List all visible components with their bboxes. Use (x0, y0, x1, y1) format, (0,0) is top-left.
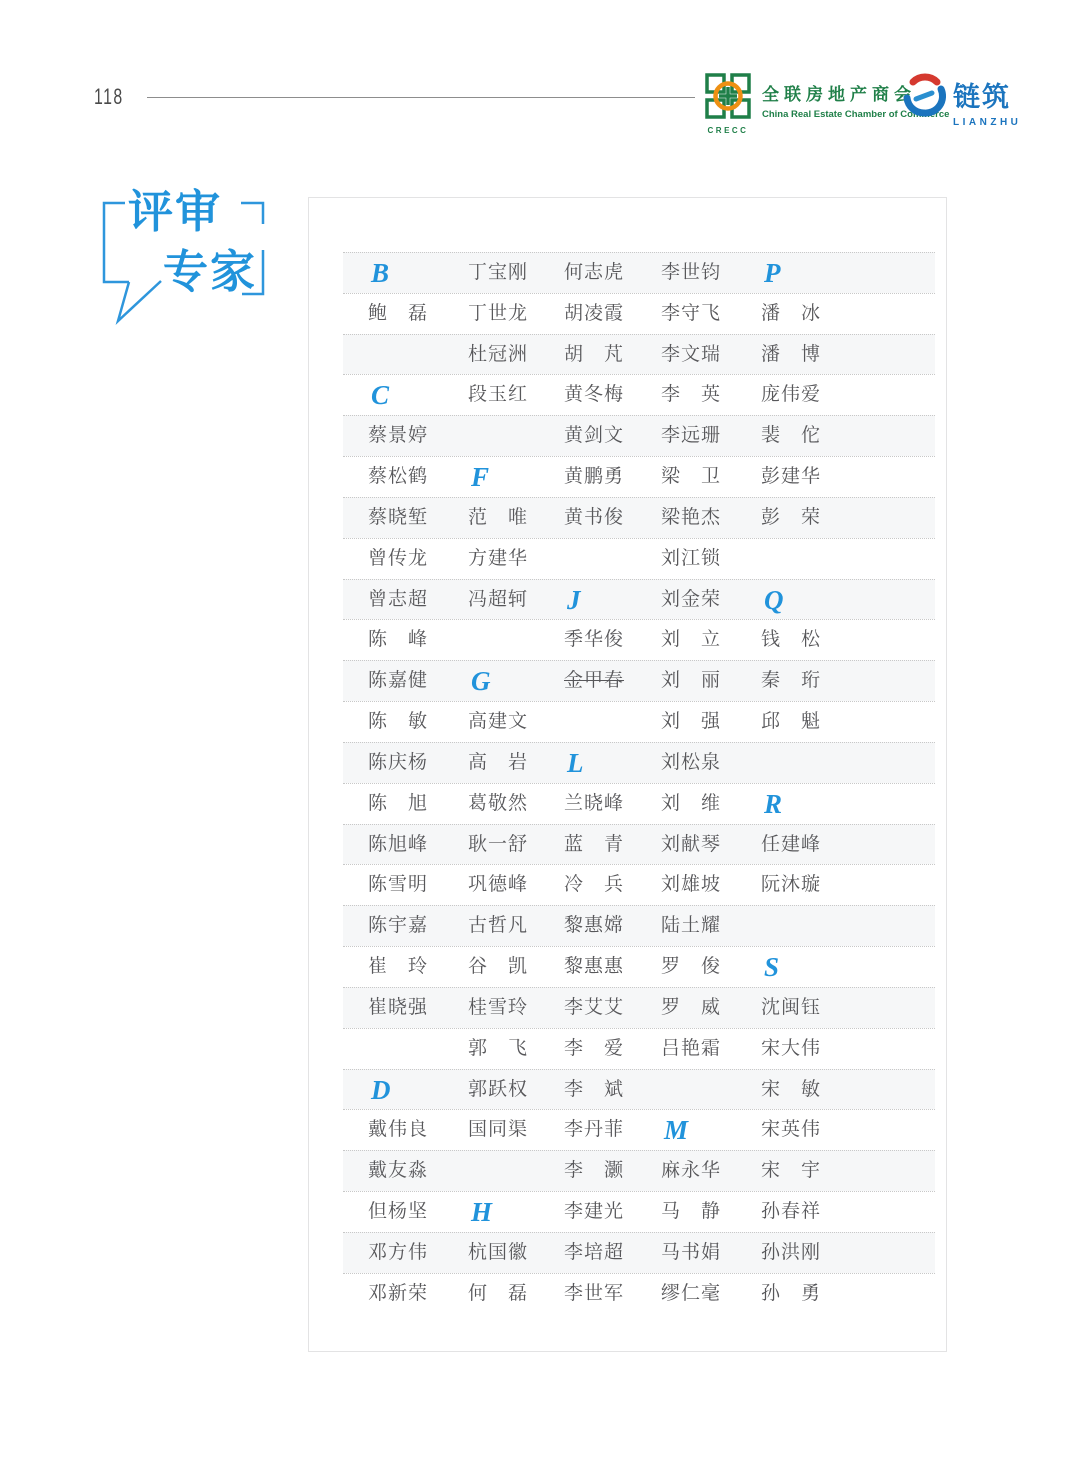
table-row (343, 252, 935, 293)
expert-name: 丁宝刚 (468, 262, 529, 283)
expert-name: 宋 敏 (761, 1078, 822, 1100)
table-row (343, 619, 935, 660)
table-row (343, 701, 935, 742)
expert-name: 蔡松鹤 (368, 466, 429, 488)
crecc-name-en: China Real Estate Chamber of Commerce (762, 109, 950, 120)
empty-cell (343, 1029, 443, 1069)
expert-name: 陆土耀 (661, 915, 722, 937)
expert-name: 吕艳霜 (661, 1037, 722, 1059)
expert-name: 古哲凡 (468, 915, 529, 937)
table-row (343, 293, 935, 334)
table-row (343, 1273, 935, 1314)
expert-name: 鲍 磊 (368, 302, 429, 324)
lianzhu-name-en: LIANZHU (953, 117, 1022, 128)
table-row (343, 824, 935, 865)
table-row (343, 497, 935, 538)
table-row (343, 864, 935, 905)
expert-name: 宋大伟 (761, 1037, 822, 1059)
expert-name: 曾志超 (368, 588, 429, 610)
expert-name: 季华俊 (564, 629, 625, 651)
lianzhu-logo-text (953, 73, 1021, 128)
expert-name: 彭建华 (761, 466, 822, 488)
expert-name: 刘 丽 (661, 670, 722, 692)
expert-name: 李远珊 (661, 425, 722, 447)
table-row (343, 1028, 935, 1069)
expert-name: 邓方伟 (368, 1241, 429, 1263)
empty-cell (636, 1070, 736, 1110)
crecc-logo-icon-wrap (703, 72, 753, 135)
expert-name: 梁 卫 (661, 466, 722, 488)
page-number: 118 (94, 84, 124, 109)
expert-name: 孙 勇 (761, 1282, 822, 1304)
expert-name: 李建光 (564, 1201, 625, 1223)
expert-name: 罗 俊 (661, 956, 722, 978)
expert-name: 彭 荣 (761, 506, 822, 528)
expert-name: 杜冠洲 (468, 343, 529, 365)
empty-cell (539, 702, 636, 742)
expert-name: 胡 芃 (564, 343, 625, 365)
crecc-logo-icon (704, 72, 752, 120)
section-letter: B (371, 258, 390, 288)
expert-name: 陈 峰 (368, 629, 429, 651)
section-letter: L (567, 747, 584, 778)
empty-cell (443, 1151, 539, 1191)
expert-name: 耿一舒 (468, 833, 529, 855)
expert-name: 陈 旭 (368, 792, 429, 814)
expert-name: 黄冬梅 (564, 384, 625, 406)
expert-name: 刘金荣 (661, 588, 722, 610)
expert-name: 李 斌 (564, 1078, 625, 1100)
expert-name: 丁世龙 (468, 302, 529, 324)
expert-name: 李世军 (564, 1282, 625, 1304)
expert-name: 宋 宇 (761, 1160, 822, 1182)
expert-name: 黎惠嫦 (564, 915, 625, 937)
expert-name: 崔 玲 (368, 956, 429, 978)
expert-name: 曾传龙 (368, 547, 429, 569)
table-row (343, 1232, 935, 1273)
expert-name: 高建文 (468, 711, 529, 733)
expert-name: 秦 珩 (761, 670, 822, 692)
expert-name: 刘雄坡 (661, 874, 722, 896)
experts-table (343, 252, 935, 1314)
empty-cell (343, 335, 443, 375)
table-row (343, 579, 935, 620)
expert-name: 胡凌霞 (564, 302, 625, 324)
empty-cell (736, 539, 935, 579)
section-letter: R (764, 788, 783, 819)
experts-card (308, 197, 947, 1352)
empty-cell (443, 620, 539, 660)
expert-name: 李守飞 (661, 302, 722, 324)
expert-name: 戴伟良 (368, 1119, 429, 1141)
expert-name: 陈旭峰 (368, 833, 429, 855)
expert-name: 李 爱 (564, 1037, 625, 1059)
expert-name: 冯超轲 (468, 588, 529, 610)
expert-name: 刘江锁 (661, 547, 722, 569)
section-title (95, 180, 280, 340)
section-letter: C (371, 380, 390, 411)
expert-name: 黄剑文 (564, 425, 625, 447)
table-row (343, 538, 935, 579)
table-row (343, 1069, 935, 1110)
table-row (343, 660, 935, 701)
expert-name: 段玉红 (468, 384, 529, 406)
section-letter: S (764, 952, 780, 983)
expert-name: 黄书俊 (564, 506, 625, 528)
section-letter: M (664, 1115, 689, 1146)
section-letter: P (764, 258, 781, 288)
expert-name: 陈 敏 (368, 711, 429, 733)
expert-name: 陈嘉健 (368, 670, 429, 692)
expert-name: 罗 威 (661, 996, 722, 1018)
expert-name: 马 静 (661, 1201, 722, 1223)
expert-name: 麻永华 (661, 1160, 722, 1182)
table-row (343, 1191, 935, 1232)
empty-cell (539, 539, 636, 579)
expert-name: 蔡晓堑 (368, 506, 429, 528)
table-row (343, 987, 935, 1028)
expert-name: 缪仁毫 (661, 1282, 722, 1304)
expert-name: 崔晓强 (368, 996, 429, 1018)
table-row (343, 783, 935, 824)
expert-name: 但杨坚 (368, 1201, 429, 1223)
expert-name: 冷 兵 (564, 874, 625, 896)
expert-name: 梁艳杰 (661, 506, 722, 528)
expert-name: 金甲春 (564, 670, 625, 692)
table-row (343, 374, 935, 415)
expert-name: 方建华 (468, 547, 529, 569)
expert-name: 刘献琴 (661, 833, 722, 855)
table-row (343, 456, 935, 497)
expert-name: 潘 冰 (761, 302, 822, 324)
expert-name: 李文瑞 (661, 343, 722, 365)
expert-name: 桂雪玲 (468, 996, 529, 1018)
expert-name: 孙春祥 (761, 1201, 822, 1223)
expert-name: 裴 佗 (761, 425, 822, 447)
expert-name: 黄鹏勇 (564, 466, 625, 488)
expert-name: 刘松泉 (661, 751, 722, 773)
expert-name: 陈宇嘉 (368, 915, 429, 937)
expert-name: 宋英伟 (761, 1119, 822, 1141)
expert-name: 李 英 (661, 384, 722, 406)
expert-name: 巩德峰 (468, 874, 529, 896)
expert-name: 陈雪明 (368, 874, 429, 896)
table-row (343, 905, 935, 946)
expert-name: 国同渠 (468, 1119, 529, 1141)
lianzhu-name-cn: 链筑 (953, 82, 1011, 112)
table-row (343, 946, 935, 987)
expert-name: 陈庆杨 (368, 751, 429, 773)
expert-name: 刘 维 (661, 792, 722, 814)
table-row (343, 334, 935, 375)
header-rule (147, 97, 695, 98)
crecc-abbr: CRECC (707, 126, 749, 135)
expert-name: 蓝 青 (564, 833, 625, 855)
expert-name: 高 岩 (468, 751, 529, 773)
expert-name: 李艾艾 (564, 996, 625, 1018)
empty-cell (443, 416, 539, 456)
expert-name: 郭跃权 (468, 1078, 529, 1100)
expert-name: 孙洪刚 (761, 1241, 822, 1263)
table-row (343, 1109, 935, 1150)
section-letter: F (471, 462, 490, 493)
section-title-line2: 专家 (163, 246, 258, 297)
empty-cell (736, 906, 935, 946)
section-title-line1: 评审 (128, 186, 223, 237)
expert-name: 郭 飞 (468, 1037, 529, 1059)
expert-name: 邱 魁 (761, 711, 822, 733)
expert-name: 阮沐璇 (761, 874, 822, 896)
expert-name: 何 磊 (468, 1282, 529, 1304)
section-letter: Q (764, 584, 784, 615)
expert-name: 庞伟爱 (761, 384, 822, 406)
expert-name: 刘 强 (661, 711, 722, 733)
expert-name: 何志虎 (564, 262, 625, 283)
crecc-name-cn: 全联房地产商会 (762, 85, 916, 104)
expert-name: 潘 博 (761, 343, 822, 365)
empty-cell (736, 743, 935, 783)
expert-name: 马书娟 (661, 1241, 722, 1263)
expert-name: 兰晓峰 (564, 792, 625, 814)
expert-name: 黎惠惠 (564, 956, 625, 978)
expert-name: 李丹菲 (564, 1119, 625, 1141)
expert-name: 李培超 (564, 1241, 625, 1263)
table-row (343, 742, 935, 783)
expert-name: 李世钧 (661, 262, 722, 283)
expert-name: 戴友淼 (368, 1160, 429, 1182)
expert-name: 沈闽钰 (761, 996, 822, 1018)
section-letter: J (567, 584, 581, 615)
expert-name: 李 灏 (564, 1160, 625, 1182)
lianzhu-logo (901, 73, 1021, 128)
expert-name: 蔡景婷 (368, 425, 429, 447)
table-row (343, 1150, 935, 1191)
expert-name: 谷 凯 (468, 956, 529, 978)
section-letter: D (371, 1074, 391, 1105)
expert-name: 邓新荣 (368, 1282, 429, 1304)
expert-name: 杭国徽 (468, 1241, 529, 1263)
lianzhu-logo-icon (901, 73, 947, 119)
section-letter: G (471, 666, 491, 697)
table-row (343, 415, 935, 456)
expert-name: 刘 立 (661, 629, 722, 651)
expert-name: 任建峰 (761, 833, 822, 855)
expert-name: 范 唯 (468, 506, 529, 528)
expert-name: 钱 松 (761, 629, 822, 651)
expert-name: 葛敬然 (468, 792, 529, 814)
section-letter: H (471, 1197, 493, 1228)
